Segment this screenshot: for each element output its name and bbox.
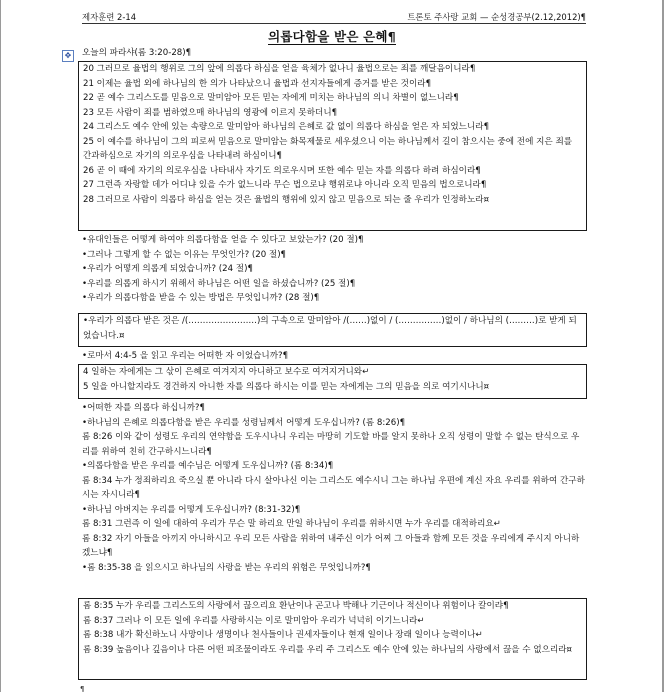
question-list-3 <box>82 401 587 575</box>
question-item: •우리가 의롭다함을 받을 수 있는 방법은 무엇입니까? (28 절)¶ <box>82 293 320 303</box>
scripture-box-romans-3 <box>78 61 587 231</box>
verse-line: 5 일을 아니할지라도 경건하지 아니한 자를 의롭다 하시는 이를 믿는 자에게는 그의 믿음을 의로 여기시나니¤ <box>83 381 490 392</box>
paragraph-mark: ¶ <box>80 685 85 693</box>
verse-line: 롬 8:38 내가 확신하노니 사망이나 생명이나 천사들이나 권세자들이나 현재 일이나 장래 일이나 능력이나↵ <box>83 630 483 640</box>
question-item: •우리를 의롭게 하시기 위해서 하나님은 어떤 일을 하셨습니까? (25 절)¶ <box>82 278 356 289</box>
scripture-quote: 롬 8:31 그런즉 이 일에 대하여 우리가 무슨 말 하리요 만일 하나님이 우리를 위하시면 누가 우리를 대적하리요↵ <box>82 519 501 529</box>
scripture-box-romans-8 <box>78 598 587 680</box>
header-right: 트론토 주사랑 교회 — 순성경공부(2.12,2012)¶ <box>407 12 586 22</box>
table-move-handle-icon[interactable]: ✥ <box>62 50 74 62</box>
scripture-quote: 롬 8:32 자기 아들을 아끼지 아니하시고 우리 모든 사람을 위하여 내주신 이가 어찌 그 아들과 함께 모든 것을 우리에게 주시지 아니하겠느냐¶ <box>82 533 580 558</box>
scripture-quote: 롬 8:26 이와 같이 성령도 우리의 연약함을 도우시나니 우리는 마땅히 기도할 바를 알지 못하나 오직 성령이 말할 수 없는 탄식으로 우리를 위하여 친히 간구하시느니라¶ <box>82 432 580 457</box>
verse-line: 21 이제는 율법 외에 하나님의 한 의가 나타났으니 율법과 선지자들에게 증거를 받은 것이라¶ <box>83 78 432 89</box>
verse-line: 롬 8:35 누가 우리를 그리스도의 사랑에서 끊으리요 환난이나 곤고나 박해나 기근이나 적신이나 위험이나 칼이랴¶ <box>83 601 509 611</box>
question-list-2 <box>82 349 587 364</box>
verse-line: 27 그런즉 자랑할 데가 어디냐 있을 수가 없느니라 무슨 법으로냐 행위로냐 아니라 오직 믿음의 법으로니라¶ <box>83 180 487 190</box>
question-item: •하나님 아버지는 우리를 어떻게 도우십니까? (8:31-32)¶ <box>82 504 301 515</box>
verse-line: 24 그리스도 예수 안에 있는 속량으로 말미암아 하나님의 은혜로 값 없이 의롭다 하심을 얻은 자 되었느니라¶ <box>83 122 490 132</box>
question-item: •유대인들은 어떻게 하여야 의롭다함을 얻을 수 있다고 보았는가? (20 절)¶ <box>82 235 364 245</box>
verse-line: 28 그러므로 사람이 의롭다 하심을 얻는 것은 율법의 행위에 있지 않고 믿음으로 되는 줄 우리가 인정하노라¤ <box>83 194 490 205</box>
verse-line: 26 곧 이 때에 자기의 의로우심을 나타내사 자기도 의로우시며 또한 예수 믿는 자를 의롭다 하려 하심이라¶ <box>83 165 481 176</box>
page-border-left <box>0 0 1 692</box>
question-item: •로마서 4:4-5 을 읽고 우리는 어떠한 자 이었습니까?¶ <box>82 351 289 361</box>
verse-line: 22 곧 예수 그리스도를 믿음으로 말미암아 모든 믿는 자에게 미치는 하나님의 의니 차별이 없느니라¶ <box>83 93 459 103</box>
fill-in-blank-box <box>78 313 587 347</box>
question-item: •하나님의 은혜로 의롭다함을 받은 우리를 성령님께서 어떻게 도우십니까? (롬 8:26)¶ <box>82 417 406 428</box>
page-header <box>82 11 586 24</box>
document-title-text: 의롭다함을 받은 은혜¶ <box>268 29 396 44</box>
question-item: •우리가 어떻게 의롭게 되었습니까? (24 절)¶ <box>82 264 253 274</box>
verse-line: 롬 8:39 높음이나 깊음이나 다른 어떤 피조물이라도 우리를 우리 주 그리스도 예수 안에 있는 하나님의 사랑에서 끊을 수 없으리라¤ <box>83 644 573 655</box>
verse-line: 23 모든 사람이 죄를 범하였으매 하나님의 영광에 이르지 못하더니¶ <box>83 107 338 118</box>
verse-line: 20 그러므로 율법의 행위로 그의 앞에 의롭다 하심을 얻을 육체가 없나니 율법으로는 죄를 깨달음이니라¶ <box>83 64 476 74</box>
verse-line: 롬 8:37 그러나 이 모든 일에 우리를 사랑하시는 이로 말미암아 우리가 넉넉히 이기느니라↵ <box>83 615 425 626</box>
verse-line: 4 일하는 자에게는 그 삯이 은혜로 여겨지지 아니하고 보수로 여겨지거니와↵ <box>83 367 370 377</box>
header-left: 제자훈련 2-14 <box>82 12 137 22</box>
scripture-box-romans-4 <box>78 364 587 399</box>
fill-in-blank-text: •우리가 의롭다 받은 것은 /(……………………)의 구속으로 말미암아 /(……)없이 / (……………)없이 / 하나님의 (………)로 받게 되었습니다.¤ <box>83 316 577 341</box>
question-item: •롬 8:35-38 을 읽으시고 하나님의 사랑을 받는 우리의 위험은 무엇입니까?¶ <box>82 562 371 573</box>
document-title <box>0 27 664 45</box>
scripture-reference: 오늘의 파라샤(롬 3:20-28)¶ <box>82 48 192 58</box>
question-item: •어떠한 자를 의롭다 하십니까?¶ <box>82 403 205 413</box>
question-list-1 <box>82 233 587 306</box>
scripture-quote: 롬 8:34 누가 정죄하리요 죽으실 뿐 아니라 다시 살아나신 이는 그리스도 예수시니 그는 하나님 우편에 계신 자요 우리를 위하여 간구하시는 자시니라¶ <box>82 475 585 500</box>
verse-line: 25 이 예수를 하나님이 그의 피로써 믿음으로 말미암는 화목제물로 세우셨으니 이는 하나님께서 길이 참으시는 중에 전에 지은 죄를 간과하심으로 자기의 의로우심을 나타내려 하심이니¶ <box>83 136 573 161</box>
question-item: •의롭다함을 받은 우리를 예수님은 어떻게 도우십니까? (롬 8:34)¶ <box>82 461 334 471</box>
question-item: •그러나 그렇게 할 수 없는 이유는 무엇인가? (20 절)¶ <box>82 249 287 260</box>
